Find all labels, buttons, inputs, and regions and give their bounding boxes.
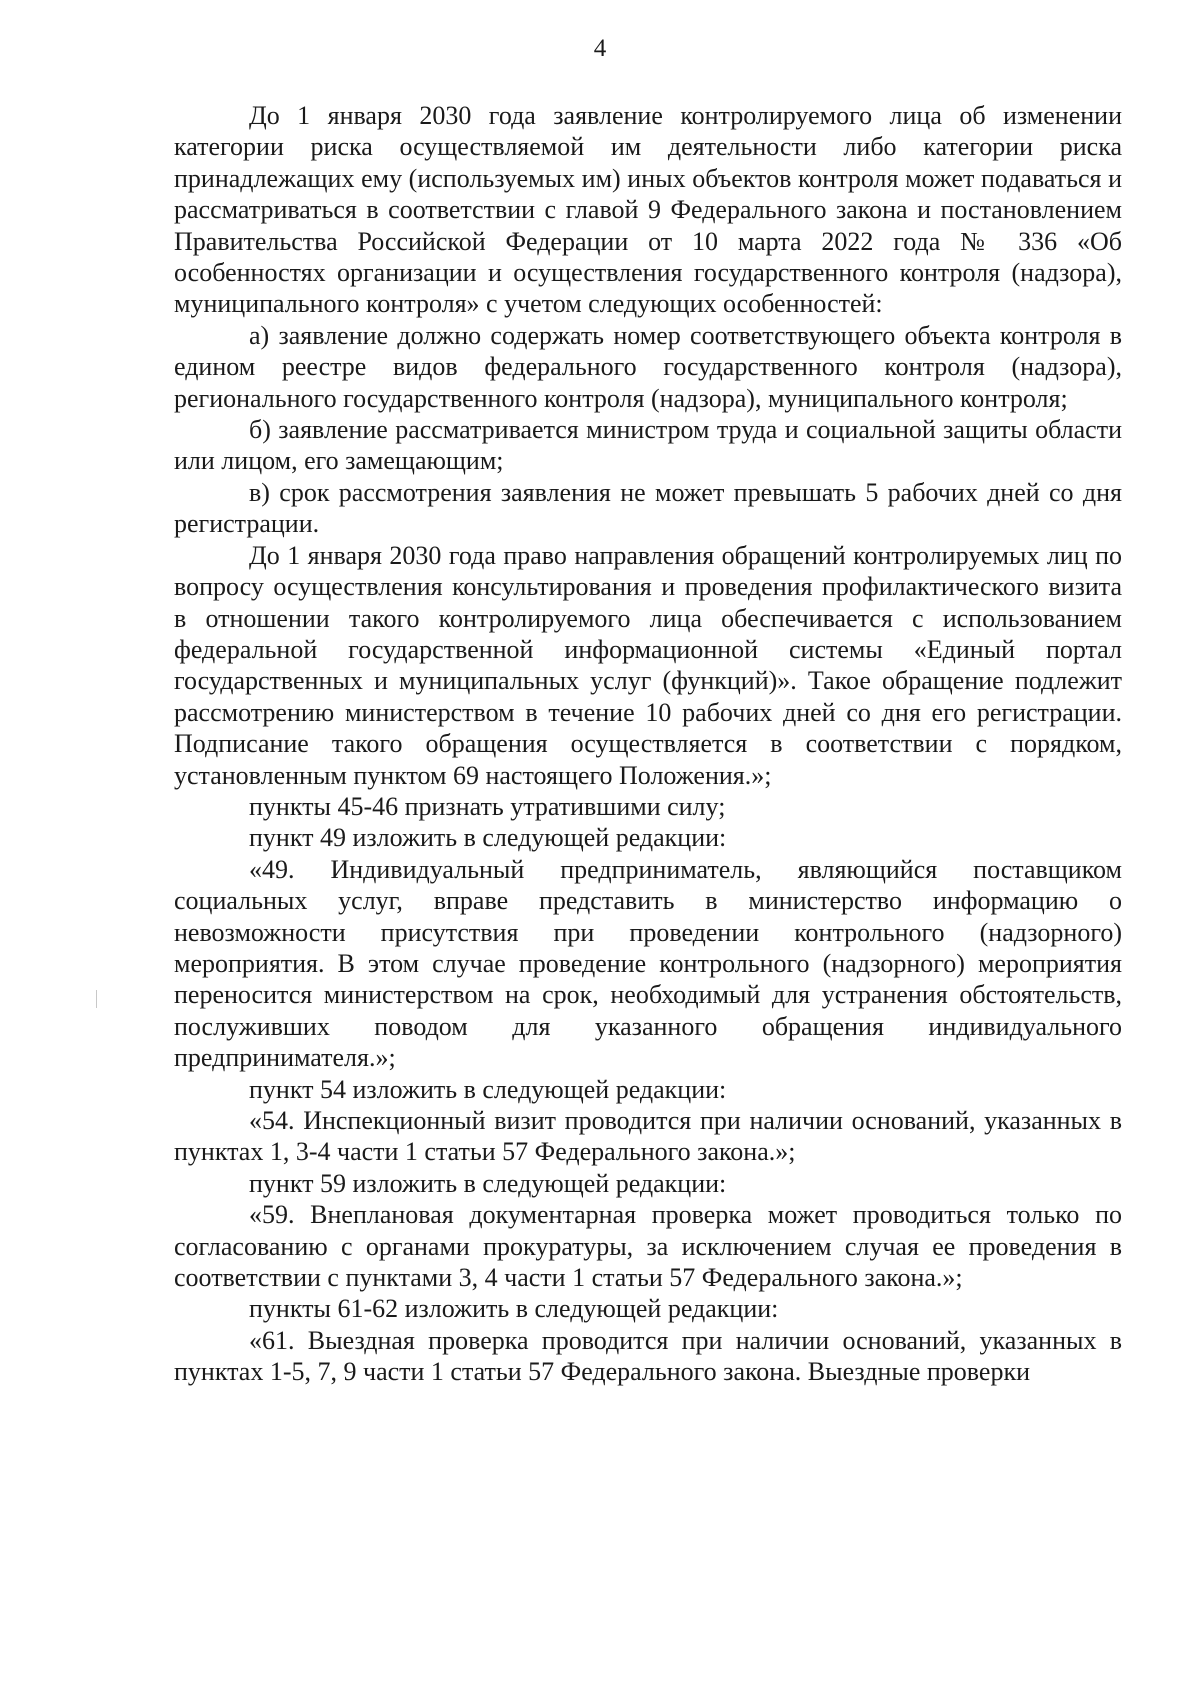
paragraph-points-45-46: пункты 45-46 признать утратившими силу; [249,791,726,821]
paragraph-points-61-62-intro: пункты 61-62 изложить в следующей редакции: [249,1294,779,1324]
paragraph-item-c: в) срок рассмотрения заявления не может превышать 5 рабочих дней со дня регистрации. [174,477,1122,539]
paragraph-item-a: а) заявление должно содержать номер соответствующего объекта контроля в едином реестре видов федерального государственного контроля (надзора), регионального государственного контроля (надзора), муниципального контроля; [174,320,1122,413]
document-body [174,100,1122,1388]
paragraph-point-61: «61. Выездная проверка проводится при наличии оснований, указанных в пунктах 1-5, 7, 9 части 1 статьи 57 Федерального закона. Выездные проверки [174,1325,1122,1387]
paragraph-point-49: «49. Индивидуальный предприниматель, являющийся поставщиком социальных услуг, вправе представить в министерство информацию о невозможности присутствия при проведении контрольного (надзорного) мероприятия. В этом случае проведение контрольного (надзорного) мероприятия переносится министерством на срок, необходимый для устранения обстоятельств, послуживших поводом для указанного обращения индивидуального предпринимателя.»; [174,854,1122,1073]
paragraph-point-59: «59. Внеплановая документарная проверка может проводиться только по согласованию с органами прокуратуры, за исключением случая ее проведения в соответствии с пунктами 3, 4 части 1 статьи 57 Федерального закона.»; [174,1200,1122,1293]
page-number: 4 [593,35,607,62]
margin-mark [96,990,97,1008]
paragraph-point-54-intro: пункт 54 изложить в следующей редакции: [249,1074,727,1104]
paragraph-point-49-intro: пункт 49 изложить в следующей редакции: [249,823,727,853]
paragraph-item-b: б) заявление рассматривается министром труда и социальной защиты области или лицом, его замещающим; [174,415,1122,476]
paragraph-transition-risk-category: До 1 января 2030 года заявление контролируемого лица об изменении категории риска осуществляемой им деятельности либо категории риска принадлежащих ему (используемых им) иных объектов контроля может подаваться и рассматриваться в соответствии с главой 9 Федерального закона и постановлением Правительства Российской Федерации от 10 марта 2022 года № 336 «Об особенностях организации и осуществления государственного контроля (надзора), муниципального контроля» с учетом следующих особенностей: [174,101,1122,319]
paragraph-point-54: «54. Инспекционный визит проводится при наличии оснований, указанных в пунктах 1, 3-4 части 1 статьи 57 Федерального закона.»; [174,1106,1122,1167]
paragraph-transition-consultation: До 1 января 2030 года право направления обращений контролируемых лиц по вопросу осуществления консультирования и проведения профилактического визита в отношении такого контролируемого лица обеспечивается с использованием федеральной государственной информационной системы «Единый портал государственных и муниципальных услуг (функций)». Такое обращение подлежит рассмотрению министерством в течение 10 рабочих дней со дня его регистрации. Подписание такого обращения осуществляется в соответствии с порядком, установленным пунктом 69 настоящего Положения.»; [174,540,1122,790]
paragraph-point-59-intro: пункт 59 изложить в следующей редакции: [249,1168,727,1198]
